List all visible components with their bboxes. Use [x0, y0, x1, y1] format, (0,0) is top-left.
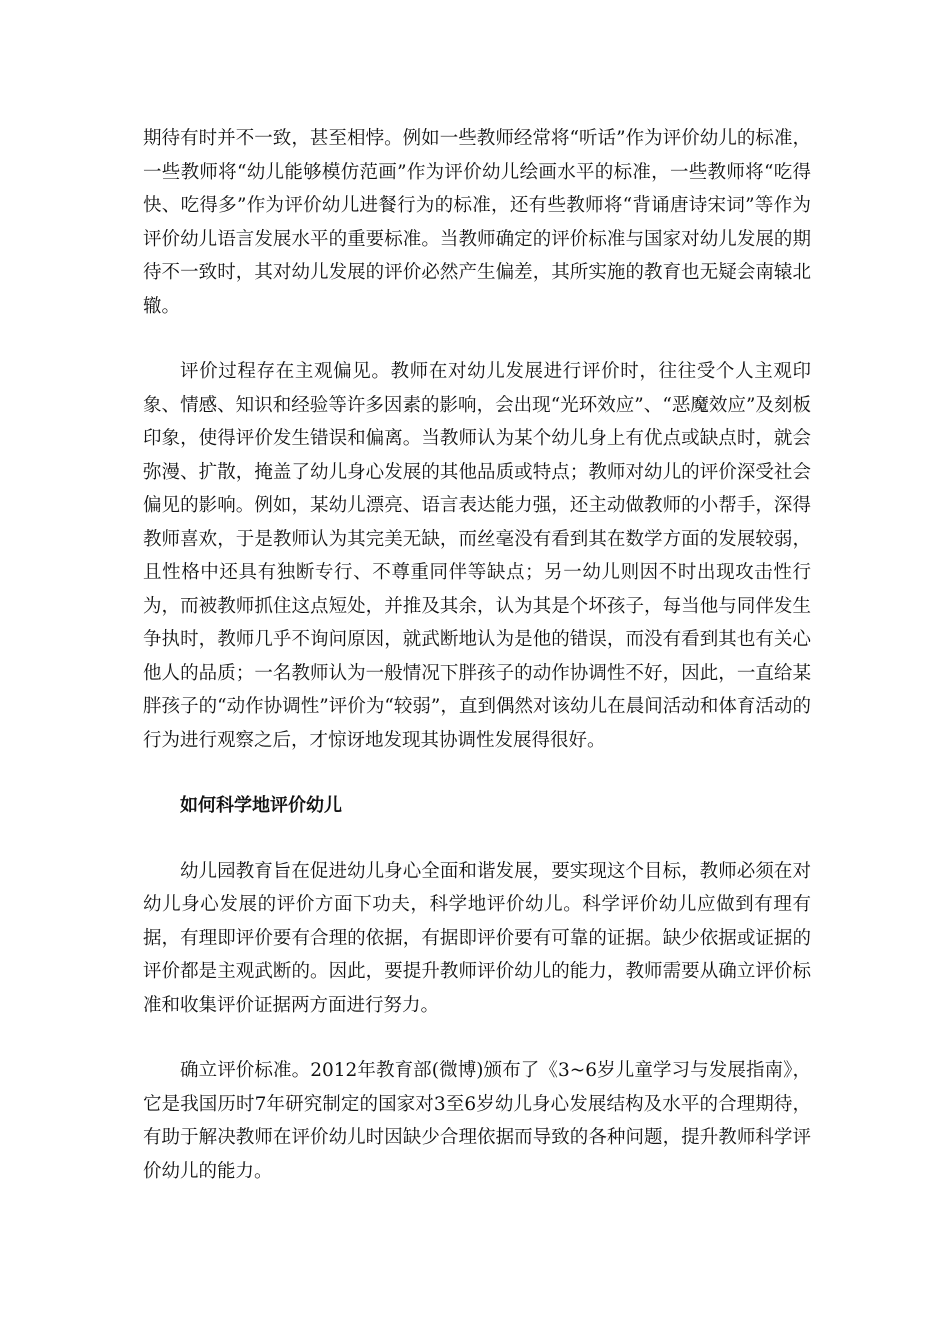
paragraph-continuation: 期待有时并不一致，甚至相悖。例如一些教师经常将“听话”作为评价幼儿的标准，一些教师将“幼儿能够模仿范画”作为评价幼儿绘画水平的标准，一些教师将“吃得快、吃得多”作为评价幼儿进餐行为的标准，还有些教师将“背诵唐诗宋词”等作为评价幼儿语言发展水平的重要标准。当教师确定的评价标准与国家对幼儿发展的期待不一致时，其对幼儿发展的评价必然产生偏差，其所实施的教育也无疑会南辕北辙。 [143, 128, 811, 317]
document-body [143, 122, 811, 1220]
paragraph-subjective-bias: 评价过程存在主观偏见。教师在对幼儿发展进行评价时，往往受个人主观印象、情感、知识和经验等许多因素的影响，会出现“光环效应”、“恶魔效应”及刻板印象，使得评价发生错误和偏离。当教师认为某个幼儿身上有优点或缺点时，就会弥漫、扩散，掩盖了幼儿身心发展的其他品质或特点；教师对幼儿的评价深受社会偏见的影响。例如，某幼儿漂亮、语言表达能力强，还主动做教师的小帮手，深得教师喜欢，于是教师认为其完美无缺，而丝毫没有看到其在数学方面的发展较弱，且性格中还具有独断专行、不尊重同伴等缺点；另一幼儿则因不时出现攻击性行为，而被教师抓住这点短处，并推及其余，认为其是个坏孩子，每当他与同伴发生争执时，教师几乎不询问原因，就武断地认为是他的错误，而没有看到其也有关心他人的品质；一名教师认为一般情况下胖孩子的动作协调性不好，因此，一直给某胖孩子的“动作协调性”评价为“较弱”，直到偶然对该幼儿在晨间活动和体育活动的行为进行观察之后，才惊讶地发现其协调性发展得很好。 [143, 361, 811, 751]
paragraph-scientific-evaluation: 幼儿园教育旨在促进幼儿身心全面和谐发展，要实现这个目标，教师必须在对幼儿身心发展的评价方面下功夫，科学地评价幼儿。科学评价幼儿应做到有理有据，有理即评价要有合理的依据，有据即评价要有可靠的证据。缺少依据或证据的评价都是主观武断的。因此，要提升教师评价幼儿的能力，教师需要从确立评价标准和收集评价证据两方面进行努力。 [143, 860, 811, 1016]
section-heading: 如何科学地评价幼儿 [180, 795, 342, 816]
paragraph-evaluation-standard: 确立评价标准。2012年教育部(微博)颁布了《3~6岁儿童学习与发展指南》，它是我国历时7年研究制定的国家对3至6岁幼儿身心发展结构及水平的合理期待，有助于解决教师在评价幼儿时因缺少合理依据而导致的各种问题，提升教师科学评价幼儿的能力。 [143, 1060, 811, 1182]
